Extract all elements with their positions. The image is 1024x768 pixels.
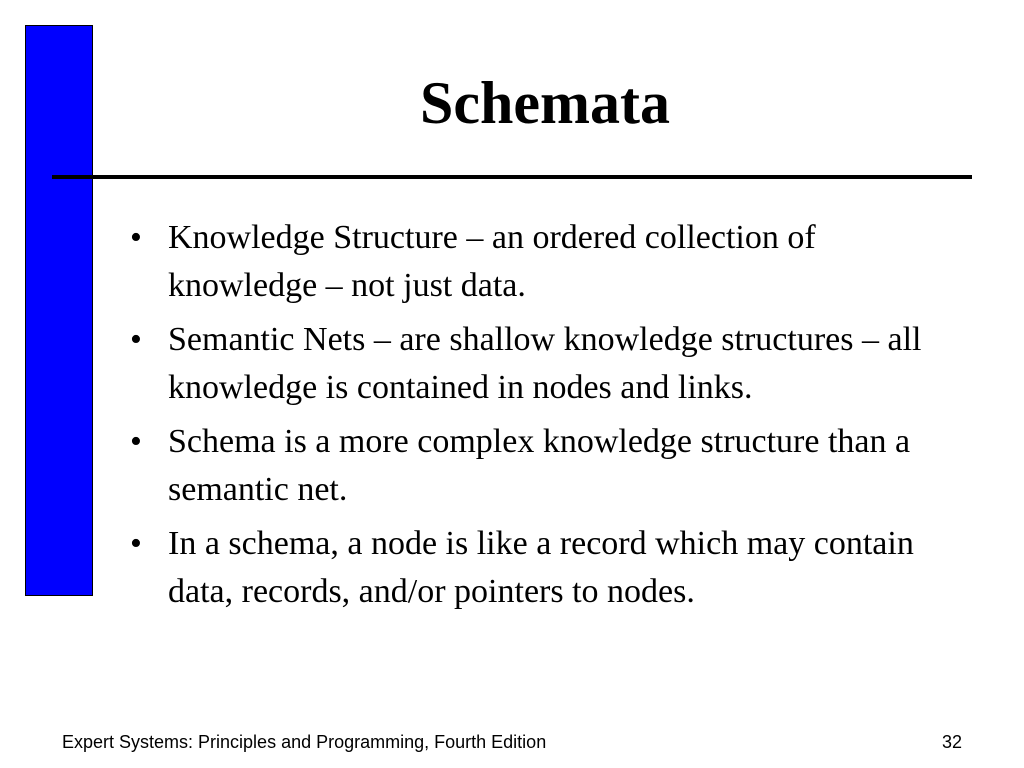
bullet-text: In a schema, a node is like a record which may contain data, records, and/or pointers to nodes. [168, 525, 914, 610]
bullet-text: Semantic Nets – are shallow knowledge structures – all knowledge is contained in nodes and links. [168, 321, 922, 406]
bullet-item [130, 418, 960, 514]
accent-bar [25, 25, 93, 596]
bullet-marker: • [130, 423, 142, 460]
bullet-text: Knowledge Structure – an ordered collection of knowledge – not just data. [168, 219, 816, 304]
bullet-list [130, 214, 960, 622]
bullet-marker: • [130, 219, 142, 256]
bullet-text: Schema is a more complex knowledge structure than a semantic net. [168, 423, 911, 508]
bullet-marker: • [130, 525, 142, 562]
slide-title: Schemata [420, 70, 670, 136]
footer-book-title: Expert Systems: Principles and Programming, Fourth Edition [62, 732, 547, 752]
footer-page-number: 32 [941, 732, 962, 752]
bullet-item [130, 316, 960, 412]
bullet-marker: • [130, 321, 142, 358]
bullet-item [130, 214, 960, 310]
title-divider [52, 175, 972, 179]
bullet-item [130, 520, 960, 616]
